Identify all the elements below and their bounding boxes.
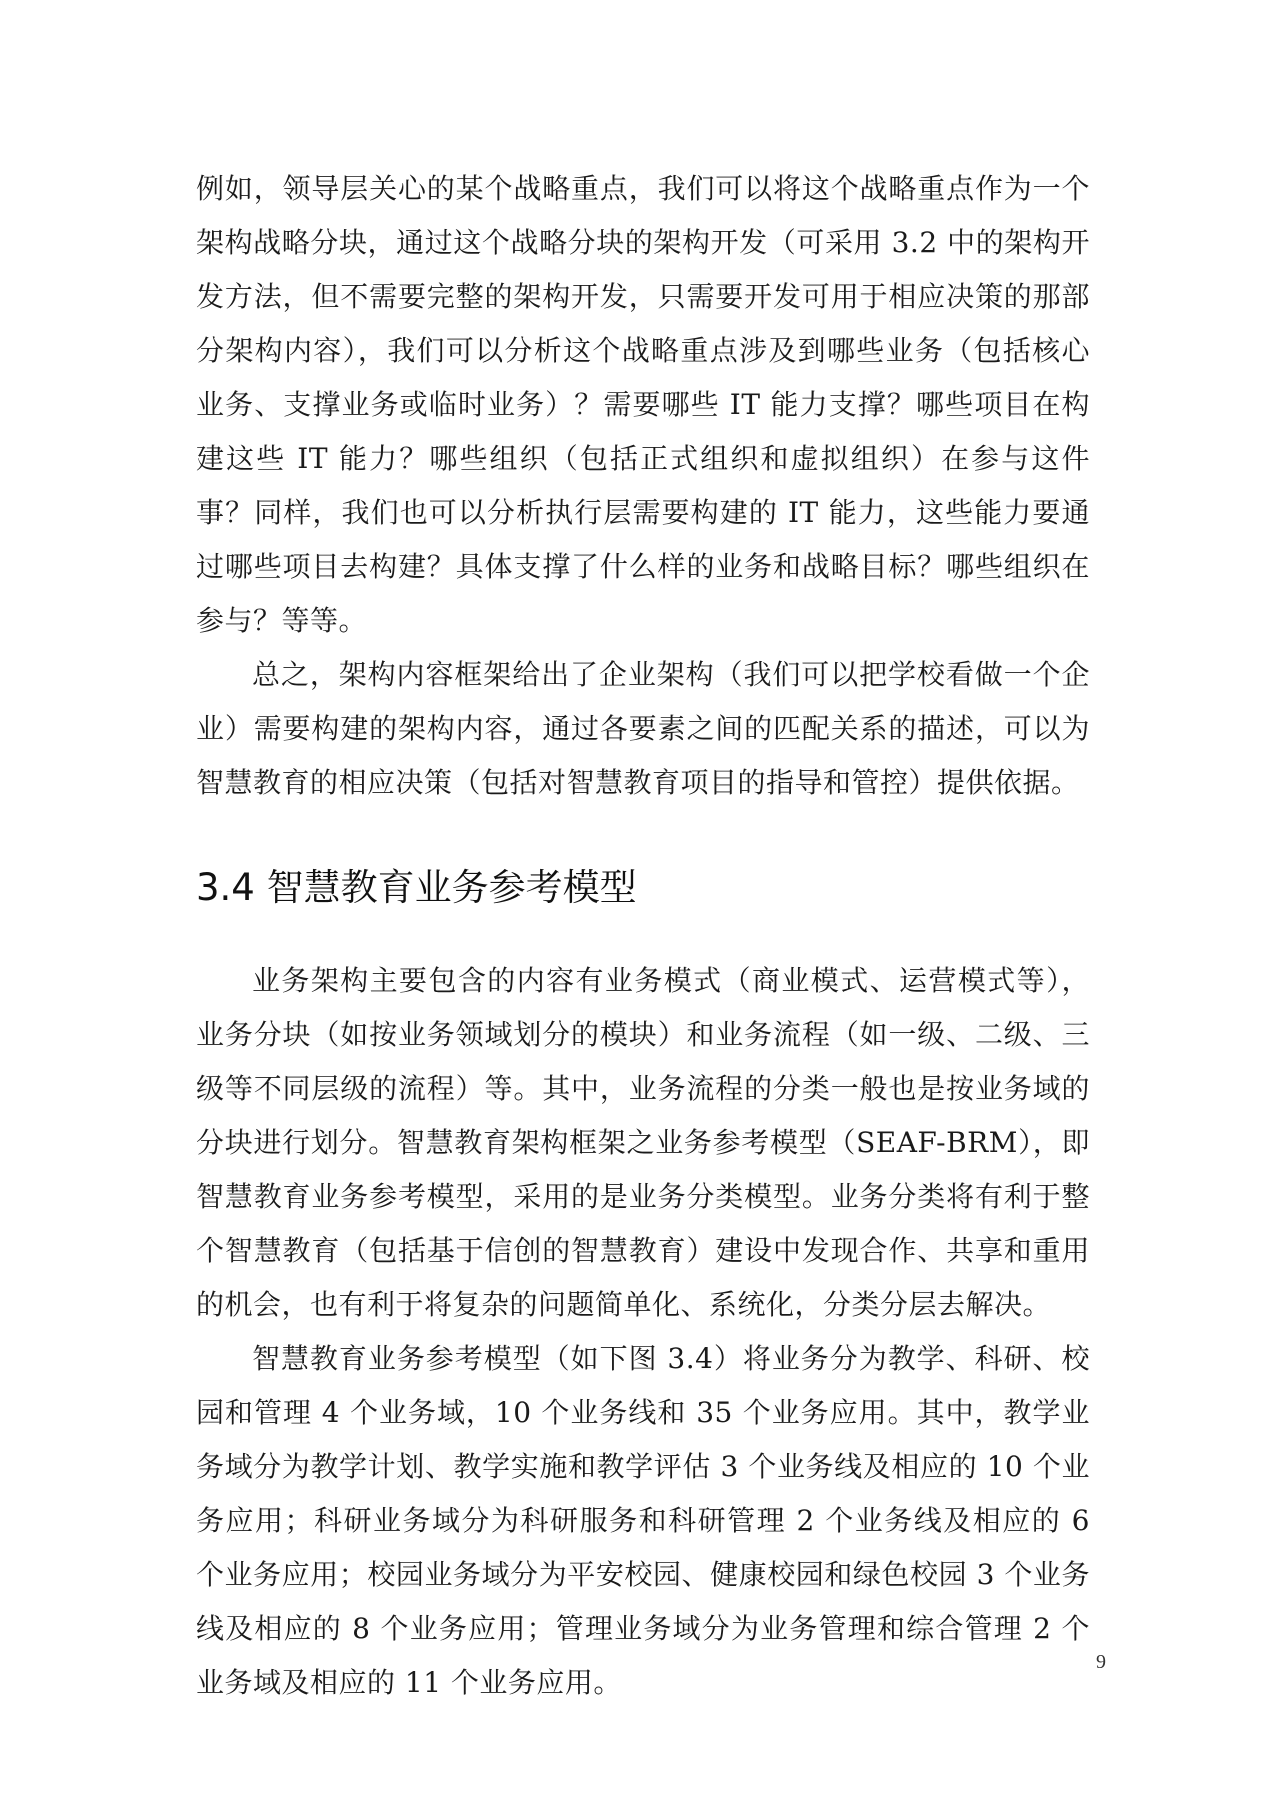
page-number: 9 <box>1096 1651 1106 1673</box>
paragraph-business-architecture: 业务架构主要包含的内容有业务模式（商业模式、运营模式等），业务分块（如按业务领域划分的模块）和业务流程（如一级、二级、三级等不同层级的流程）等。其中，业务流程的分类一般也是按业务域的分块进行划分。智慧教育架构框架之业务参考模型（SEAF-BRM），即智慧教育业务参考模型，采用的是业务分类模型。业务分类将有利于整个智慧教育（包括基于信创的智慧教育）建设中发现合作、共享和重用的机会，也有利于将复杂的问题简单化、系统化，分类分层去解决。 <box>196 964 1090 1321</box>
paragraph-strategy-example: 例如，领导层关心的某个战略重点，我们可以将这个战略重点作为一个架构战略分块，通过这个战略分块的架构开发（可采用 3.2 中的架构开发方法，但不需要完整的架构开发，只需要开发可用于相应决策的那部分架构内容），我们可以分析这个战略重点涉及到哪些业务（包括核心业务、支撑业务或临时业务）？需要哪些 IT 能力支撑？哪些项目在构建这些 IT 能力？哪些组织（包括正式组织和虚拟组织）在参与这件事？同样，我们也可以分析执行层需要构建的 IT 能力，这些能力要通过哪些项目去构建？具体支撑了什么样的业务和战略目标？哪些组织在参与？等等。 <box>196 172 1090 637</box>
page-body <box>196 162 1090 1710</box>
section-heading: 3.4 智慧教育业务参考模型 <box>196 866 637 909</box>
paragraph-summary: 总之，架构内容框架给出了企业架构（我们可以把学校看做一个企业）需要构建的架构内容，通过各要素之间的匹配关系的描述，可以为智慧教育的相应决策（包括对智慧教育项目的指导和管控）提供依据。 <box>196 658 1090 799</box>
paragraph-reference-model: 智慧教育业务参考模型（如下图 3.4）将业务分为教学、科研、校园和管理 4 个业务域，10 个业务线和 35 个业务应用。其中，教学业务域分为教学计划、教学实施和教学评估 3 个业务线及相应的 10 个业务应用；科研业务域分为科研服务和科研管理 2 个业务线及相应的 6 个业务应用；校园业务域分为平安校园、健康校园和绿色校园 3 个业务线及相应的 8 个业务应用；管理业务域分为业务管理和综合管理 2 个业务域及相应的 11 个业务应用。 <box>196 1342 1090 1699</box>
